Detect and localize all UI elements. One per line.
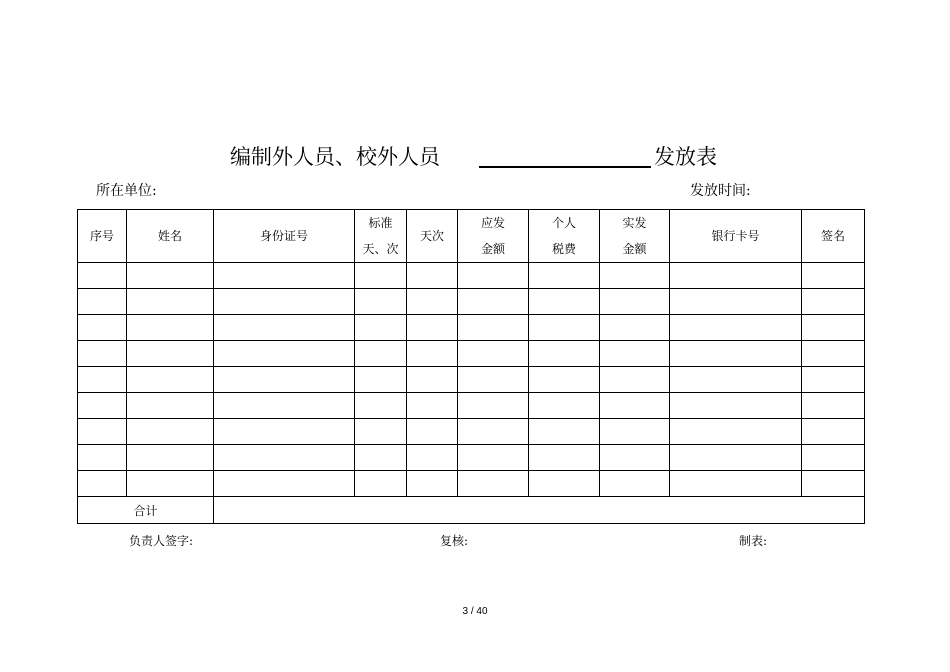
table-cell — [458, 315, 529, 341]
table-header-row — [78, 210, 865, 263]
table-cell — [355, 393, 407, 419]
table-cell — [802, 289, 865, 315]
table-cell — [127, 289, 214, 315]
table-cell — [600, 289, 670, 315]
table-cell — [600, 445, 670, 471]
table-cell — [802, 341, 865, 367]
table-cell — [127, 315, 214, 341]
table-cell — [802, 367, 865, 393]
table-cell — [407, 263, 458, 289]
page-number: 3 / 40 — [462, 606, 488, 617]
title-main-text: 编制外人员、校外人员 — [230, 145, 440, 169]
table-cell — [214, 393, 355, 419]
table-cell — [127, 263, 214, 289]
header-net-amount: 实发 金额 — [600, 210, 670, 263]
table-cell — [600, 263, 670, 289]
table-cell — [670, 341, 802, 367]
total-label: 合计 — [78, 497, 214, 524]
table-cell — [214, 367, 355, 393]
table-cell — [214, 315, 355, 341]
responsible-signature-label: 负责人签字: — [129, 534, 194, 548]
unit-label: 所在单位: — [96, 183, 157, 199]
table-cell — [355, 341, 407, 367]
table-cell — [78, 263, 127, 289]
table-cell — [355, 289, 407, 315]
table-cell — [458, 445, 529, 471]
table-cell — [78, 289, 127, 315]
table-cell — [458, 471, 529, 497]
table-cell — [355, 263, 407, 289]
table-cell — [407, 315, 458, 341]
table-cell — [600, 419, 670, 445]
table-cell — [529, 289, 600, 315]
table-cell — [670, 419, 802, 445]
header-signature: 签名 — [802, 210, 865, 263]
table-cell — [670, 263, 802, 289]
header-seq: 序号 — [78, 210, 127, 263]
header-gross-amount: 应发 金额 — [458, 210, 529, 263]
table-cell — [458, 263, 529, 289]
table-cell — [529, 471, 600, 497]
table-cell — [214, 471, 355, 497]
table-cell — [529, 315, 600, 341]
table-cell — [458, 393, 529, 419]
table-cell — [407, 289, 458, 315]
header-bank-card: 银行卡号 — [670, 210, 802, 263]
table-cell — [127, 471, 214, 497]
table-row — [78, 315, 865, 341]
table-cell — [78, 315, 127, 341]
total-row — [78, 497, 865, 524]
header-standard: 标准 天、次 — [355, 210, 407, 263]
table-row — [78, 263, 865, 289]
table-cell — [802, 419, 865, 445]
table-cell — [355, 367, 407, 393]
table-cell — [407, 471, 458, 497]
table-cell — [529, 445, 600, 471]
table-row — [78, 393, 865, 419]
payment-table — [77, 209, 865, 524]
table-cell — [600, 471, 670, 497]
prepared-by-label: 制表: — [739, 534, 768, 548]
table-cell — [78, 471, 127, 497]
header-personal-tax: 个人 税费 — [529, 210, 600, 263]
table-cell — [407, 367, 458, 393]
table-cell — [670, 367, 802, 393]
header-name: 姓名 — [127, 210, 214, 263]
table-cell — [127, 419, 214, 445]
table-cell — [670, 289, 802, 315]
table-row — [78, 289, 865, 315]
table-cell — [214, 263, 355, 289]
table-cell — [529, 263, 600, 289]
table-cell — [78, 419, 127, 445]
table-cell — [802, 263, 865, 289]
table-row — [78, 471, 865, 497]
table-cell — [802, 315, 865, 341]
table-cell — [355, 315, 407, 341]
table-cell — [78, 367, 127, 393]
issue-time-label: 发放时间: — [690, 183, 751, 199]
table-cell — [127, 341, 214, 367]
title-suffix-text: 发放表 — [654, 145, 717, 169]
table-cell — [600, 393, 670, 419]
title-blank-line — [479, 166, 651, 168]
table-cell — [458, 341, 529, 367]
table-cell — [78, 445, 127, 471]
table-cell — [802, 393, 865, 419]
table-cell — [670, 471, 802, 497]
table-row — [78, 445, 865, 471]
table-cell — [355, 419, 407, 445]
table-row — [78, 341, 865, 367]
table-cell — [127, 393, 214, 419]
table-cell — [458, 367, 529, 393]
review-label: 复核: — [440, 534, 469, 548]
table-cell — [600, 367, 670, 393]
document-title — [0, 142, 950, 172]
table-cell — [214, 419, 355, 445]
table-cell — [600, 341, 670, 367]
table-cell — [127, 445, 214, 471]
table-cell — [802, 445, 865, 471]
table-cell — [529, 419, 600, 445]
total-value-cell — [214, 497, 865, 524]
header-id-number: 身份证号 — [214, 210, 355, 263]
table-cell — [670, 315, 802, 341]
table-row — [78, 419, 865, 445]
table-cell — [214, 445, 355, 471]
table-cell — [458, 289, 529, 315]
table-cell — [214, 289, 355, 315]
table-cell — [529, 393, 600, 419]
table-cell — [214, 341, 355, 367]
header-days: 天次 — [407, 210, 458, 263]
table-cell — [670, 445, 802, 471]
table-cell — [355, 445, 407, 471]
table-cell — [600, 315, 670, 341]
table-cell — [355, 471, 407, 497]
table-row — [78, 367, 865, 393]
table-cell — [529, 367, 600, 393]
table-cell — [407, 341, 458, 367]
table-cell — [78, 341, 127, 367]
table-cell — [127, 367, 214, 393]
table-cell — [529, 341, 600, 367]
table-cell — [458, 419, 529, 445]
table-cell — [802, 471, 865, 497]
table-cell — [407, 445, 458, 471]
table-cell — [407, 393, 458, 419]
table-cell — [78, 393, 127, 419]
table-cell — [670, 393, 802, 419]
table-cell — [407, 419, 458, 445]
